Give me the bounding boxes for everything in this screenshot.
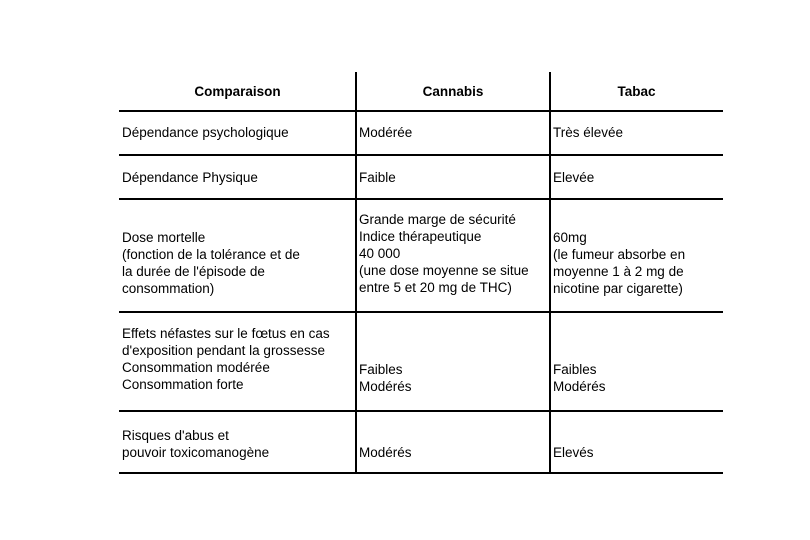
row-cannabis-value: [359, 124, 412, 141]
row-criterion: [122, 229, 300, 297]
cell-line: Consommation modérée: [122, 360, 270, 375]
table-bottom-border: [119, 472, 723, 474]
cell-line: Faibles: [553, 362, 597, 377]
row-cannabis-value: [359, 169, 396, 186]
cell-line: nicotine par cigarette): [553, 281, 683, 296]
cell-line: Dépendance Physique: [122, 170, 258, 185]
cell-line: la durée de l'épisode de: [122, 264, 265, 279]
column-divider: [355, 72, 357, 474]
row-divider: [119, 198, 723, 200]
cell-line: Risques d'abus et: [122, 428, 229, 443]
cell-line: entre 5 et 20 mg de THC): [359, 280, 512, 295]
row-tabac-value: [553, 124, 623, 141]
cell-line: 40 000: [359, 246, 401, 261]
cell-line: Faible: [359, 170, 396, 185]
row-criterion: [122, 427, 269, 461]
row-divider: [119, 154, 723, 156]
cell-line: pouvoir toxicomanogène: [122, 445, 270, 460]
row-tabac-value: [553, 229, 685, 297]
cell-line: 60mg: [553, 230, 587, 245]
cell-line: Faibles: [359, 362, 403, 377]
row-divider: [119, 311, 723, 313]
cell-line: Grande marge de sécurité: [359, 212, 516, 227]
cell-line: moyenne 1 à 2 mg de: [553, 264, 684, 279]
row-tabac-value: [553, 169, 594, 186]
cell-line: Très élevée: [553, 125, 624, 140]
header-comparaison: Comparaison: [194, 83, 281, 99]
row-divider: [119, 410, 723, 412]
cell-line: Dose mortelle: [122, 230, 206, 245]
cell-line: Indice thérapeutique: [359, 229, 482, 244]
cell-line: (le fumeur absorbe en: [553, 247, 686, 262]
cell-line: Effets néfastes sur le fœtus en cas: [122, 326, 330, 341]
cell-line: Dépendance psychologique: [122, 125, 289, 140]
cell-line: d'exposition pendant la grossesse: [122, 343, 325, 358]
row-tabac-value: [553, 444, 594, 461]
cell-line: consommation): [122, 281, 215, 296]
cell-line: Modérée: [359, 125, 413, 140]
cell-line: (une dose moyenne se situe: [359, 263, 529, 278]
row-tabac-value: [553, 361, 606, 395]
cell-line: Consommation forte: [122, 377, 244, 392]
row-criterion: [122, 124, 289, 141]
cell-line: (fonction de la tolérance et de: [122, 247, 300, 262]
header-cannabis: Cannabis: [422, 83, 484, 99]
row-criterion: [122, 169, 258, 186]
cell-line: Elevés: [553, 445, 594, 460]
row-cannabis-value: [359, 361, 412, 395]
cell-line: Modérés: [553, 379, 606, 394]
row-cannabis-value: [359, 444, 412, 461]
row-criterion: [122, 325, 330, 393]
cell-line: Modérés: [359, 379, 412, 394]
row-divider: [119, 110, 723, 112]
cell-line: Elevée: [553, 170, 595, 185]
cell-line: Modérés: [359, 445, 412, 460]
header-tabac: Tabac: [617, 83, 656, 99]
row-cannabis-value: [359, 211, 529, 296]
column-divider: [549, 72, 551, 474]
comparison-table: [119, 72, 723, 475]
